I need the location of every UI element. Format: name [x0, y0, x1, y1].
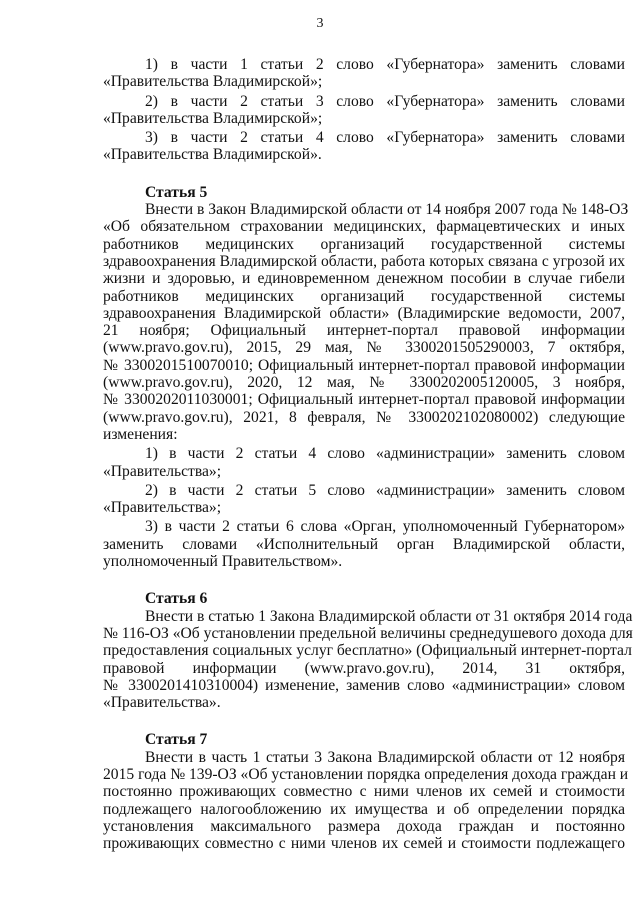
text-line: «Правительства Владимирской»; [103, 73, 323, 91]
text-line: работников медицинских организаций государственной системы [103, 287, 625, 305]
paragraph [103, 93, 625, 128]
article-heading: Статья 6 [145, 590, 208, 608]
text-line: 2) в части 2 статьи 3 слово «Губернатора» заменить словами [145, 92, 625, 110]
text-line: № 116-ОЗ «Об установлении предельной величины среднедушевого дохода для [103, 624, 633, 642]
text-line: здравоохранения Владимирской области, работа которых связана с угрозой их [103, 252, 625, 270]
text-line: проживающих совместно с ними членов их семей и стоимости подлежащего [103, 835, 625, 853]
text-line: 2) в части 2 статьи 5 слово «администрации» заменить словом [145, 481, 625, 499]
article-heading: Статья 7 [145, 731, 208, 749]
text-line: предоставления социальных услуг бесплатно» (Официальный интернет-портал [103, 642, 632, 660]
text-line: 21 ноября; Официальный интернет-портал правовой информации [103, 322, 625, 340]
paragraph [103, 445, 625, 480]
page-number: 3 [316, 16, 324, 31]
paragraph [103, 518, 625, 570]
text-line: «Правительства». [103, 694, 221, 712]
section-spacer [103, 572, 625, 590]
text-line: Внести в статью 1 Закона Владимирской области от 31 октября 2014 года [145, 607, 633, 625]
text-line: 1) в части 1 статьи 2 слово «Губернатора» заменить словами [145, 56, 625, 73]
text-line: 1) в части 2 статьи 4 слово «администрации» заменить словом [145, 445, 625, 463]
text-line: установления максимального размера дохода граждан и постоянно [103, 817, 625, 835]
text-line: подлежащего налогообложению их имущества и об определении порядка [103, 800, 625, 818]
paragraph [103, 748, 629, 853]
section-spacer [103, 166, 625, 184]
text-line: постоянно проживающих совместно с ними членов их семей и стоимости [103, 783, 625, 801]
paragraph [103, 201, 629, 443]
paragraph [103, 607, 633, 712]
text-line: № 3300201510070010; Официальный интернет-портал правовой информации [103, 356, 625, 374]
text-line: № 3300201410310004) изменение, заменив слово «администрации» словом [103, 676, 625, 694]
text-line: № 3300202011030001; Официальный интернет-портал правовой информации [103, 391, 625, 409]
text-line: уполномоченный Правительством». [103, 553, 343, 571]
document-body [103, 56, 633, 854]
text-line: правовой информации (www.pravo.gov.ru), 2014, 31 октября, [103, 659, 625, 677]
text-line: «Правительства Владимирской»; [103, 109, 323, 127]
paragraph [103, 129, 625, 164]
text-line: (www.pravo.gov.ru), 2021, 8 февраля, № 3300202102080002) следующие [103, 408, 625, 426]
text-line: «Об обязательном страховании медицинских, фармацевтических и иных [103, 218, 625, 236]
text-line: здравоохранения Владимирской области» (Владимирские ведомости, 2007, [103, 304, 625, 322]
text-line: «Правительства»; [103, 462, 222, 480]
text-line: Внести в Закон Владимирской области от 14 ноября 2007 года № 148-ОЗ [145, 201, 629, 219]
text-line: 2015 года № 139-ОЗ «Об установлении порядка определения дохода граждан и [103, 765, 629, 783]
text-line: «Правительства»; [103, 499, 222, 517]
text-line: 3) в части 2 статьи 4 слово «Губернатора» заменить словами [145, 129, 625, 147]
text-line: 3) в части 2 статьи 6 слова «Орган, уполномоченный Губернатором» [145, 518, 625, 536]
text-line: заменить словами «Исполнительный орган Владимирской области, [103, 535, 625, 553]
paragraph [103, 482, 625, 517]
article-heading: Статья 5 [145, 183, 208, 201]
text-line: Внести в часть 1 статьи 3 Закона Владимирской области от 12 ноября [145, 748, 625, 766]
text-line: изменения: [103, 425, 178, 443]
text-line: работников медицинских организаций государственной системы [103, 235, 625, 253]
paragraph [103, 56, 625, 91]
section-spacer [103, 713, 625, 731]
text-line: жизни и здоровью, и единовременном денежном пособии в случае гибели [103, 270, 625, 288]
text-line: (www.pravo.gov.ru), 2020, 12 мая, № 3300202005120005, 3 ноября, [103, 374, 625, 392]
text-line: (www.pravo.gov.ru), 2015, 29 мая, № 3300201505290003, 7 октября, [103, 339, 625, 357]
text-line: «Правительства Владимирской». [103, 146, 322, 164]
